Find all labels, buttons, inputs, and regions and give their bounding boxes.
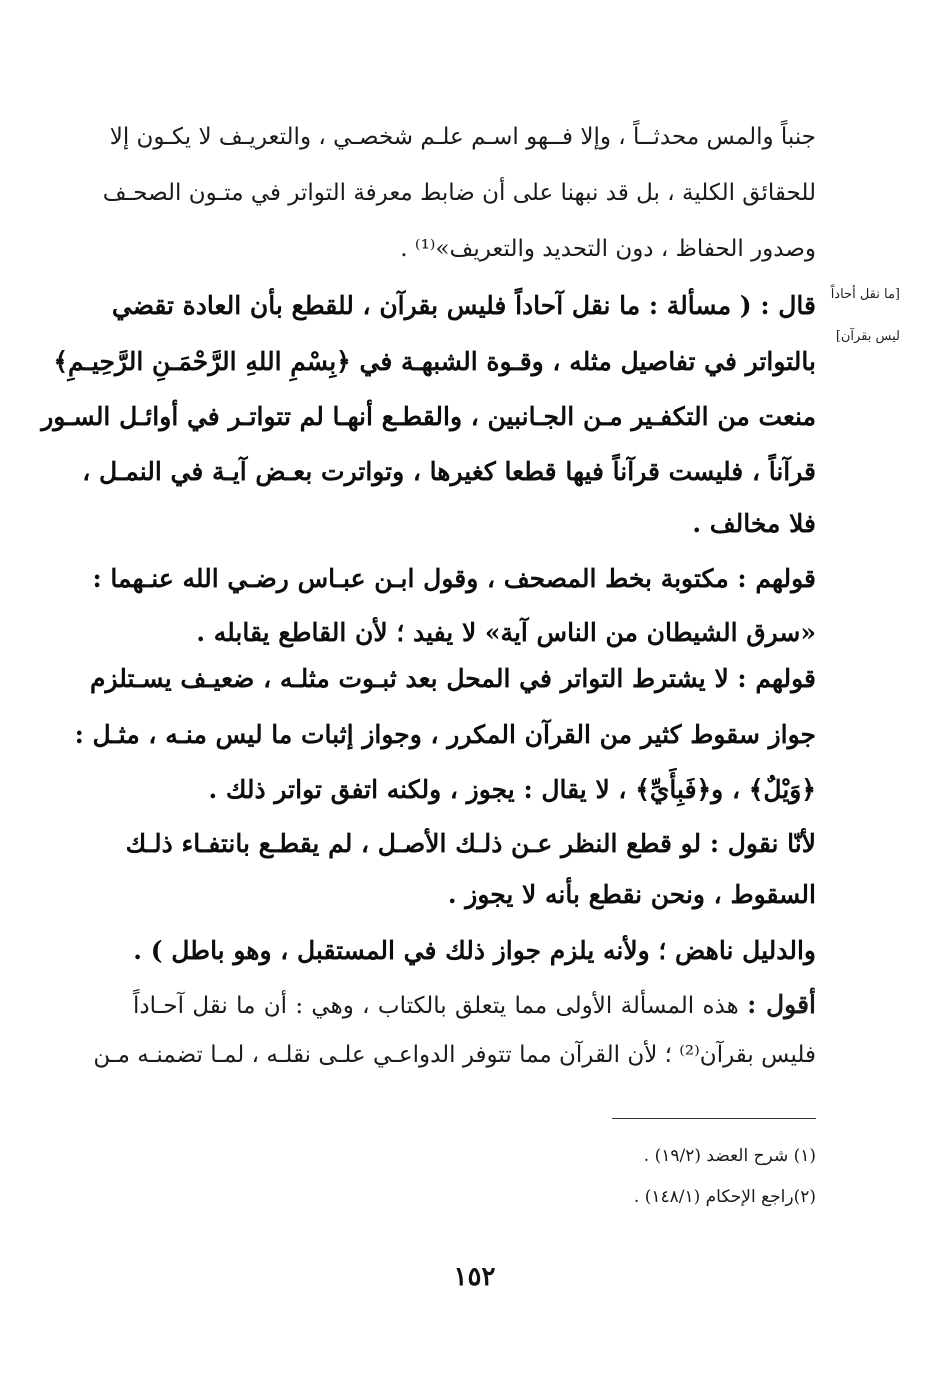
text-line-7: قرآناً ، فليست قرآناً فيها قطعا كغيرها ، وتواترت بعـض آيـة في النمـل ، [82,457,816,486]
text-line-16: والدليل ناهض ؛ ولأنه يلزم جواز ذلك في المستقبل ، وهو باطل ) . [133,936,816,965]
text-line-2: للحقائق الكلية ، بل قد نبهنا على أن ضابط معرفة التواتر في متـون الصحـف [102,180,816,206]
footnote-separator [612,1118,816,1119]
footnote-1: (١) شرح العضد (١٩/٢) . [643,1146,816,1166]
margin-note-line1: [ما نقل أحاداً [830,287,900,302]
page-number: ١٥٢ [453,1262,496,1292]
text-line-9: قولهم : مكتوبة بخط المصحف ، وقول ابـن عبـاس رضـي الله عنـهما : [92,564,816,593]
text-line-15: السقوط ، ونحن نقطع بأنه لا يجوز . [447,880,816,909]
text-line-17 [133,990,816,1019]
text-line-8: فلا مخالف . [692,509,816,538]
text-line-5: بالتواتر في تفاصيل مثله ، وقـوة الشبهـة في ﴿بِسْمِ اللهِ الرَّحْمَـنِ الرَّحِيـمِ﴾ [53,347,816,376]
margin-note-line2: ليس بقرآن] [835,329,900,344]
text-line-1: جنباً والمس محدثــاً ، وإلا فــهو اسـم علـم شخصـي ، والتعريـف لا يكـون إلا [109,124,816,150]
text-line-18: فليس بقرآن⁽²⁾ ؛ لأن القرآن مما تتوفر الدواعـي علـى نقلـه ، لمـا تضمنـه مـن [93,1042,816,1068]
text-line-4: قال : ( مسألة : ما نقل آحاداً فليس بقرآن ، للقطع بأن العادة تقضي [111,291,816,320]
text-line-12: جواز سقوط كثير من القرآن المكرر ، وجواز إثبات ما ليس منـه ، مثـل : [74,720,816,749]
footnote-2: (٢)راجع الإحكام (١٤٨/١) . [633,1187,816,1207]
text-line-10: «سرق الشيطان من الناس آية» لا يفيد ؛ لأن القاطع يقابله . [196,618,816,647]
text-line-3: وصدور الحفاظ ، دون التحديد والتعريف»⁽¹⁾ . [400,236,816,262]
lead-word: أقول : [747,990,816,1019]
text-line-17-body: هذه المسألة الأولى مما يتعلق بالكتاب ، وهي : أن ما نقل آحـاداً [133,993,739,1019]
text-line-13: ﴿وَيْلٌ﴾ ، و﴿فَبِأَيِّ﴾ ، لا يقال : يجوز ، ولكنه اتفق تواتر ذلك . [208,775,816,804]
text-line-14: لأنّا نقول : لو قطع النظر عـن ذلـك الأصـل ، لم يقطـع بانتفـاء ذلـك [125,829,816,858]
text-line-6: منعت من التكفـير مـن الجـانبين ، والقطـع أنهـا لم تتواتـر في أوائـل السـور [41,402,816,431]
text-line-11: قولهم : لا يشترط التواتر في المحل بعد ثبـوت مثلـه ، ضعيـف يسـتلزم [89,664,816,693]
